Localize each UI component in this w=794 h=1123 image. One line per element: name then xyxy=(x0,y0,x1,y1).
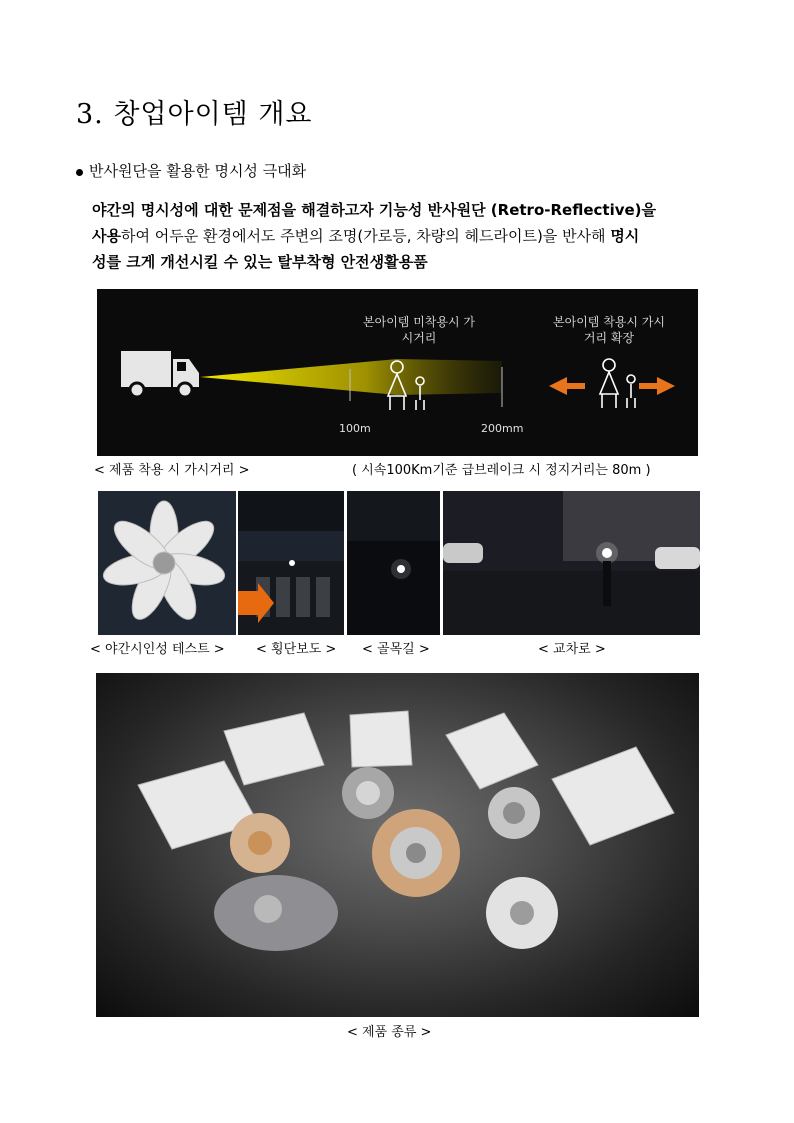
para-line-2b: 하여 어두운 환경에서도 주변의 조명(가로등, 차량의 헤드라이트)을 반사해 xyxy=(120,227,611,245)
expand-arrow-left-icon xyxy=(549,377,585,395)
caption-stopping-distance: ( 시속100Km기준 급브레이크 시 정지거리는 80m ) xyxy=(352,463,651,478)
photo-crosswalk xyxy=(238,491,344,635)
photo-products xyxy=(96,673,699,1017)
para-line-2a: 사용 xyxy=(92,227,121,245)
distance-200: 200mm xyxy=(481,422,524,435)
caption-night-test: < 야간시인성 테스트 > xyxy=(90,642,225,657)
photo-alley xyxy=(347,491,440,635)
photo-intersection xyxy=(443,491,700,635)
product-flowers xyxy=(214,767,558,951)
bullet-icon xyxy=(76,169,83,176)
photo-flower-product xyxy=(98,491,236,635)
crosswalk-graphic xyxy=(238,491,344,635)
para-line-1: 야간의 명시성에 대한 문제점을 해결하고자 기능성 반사원단 (Retro-Reflective)을 xyxy=(92,201,657,219)
visibility-diagram xyxy=(97,289,698,456)
products-graphic xyxy=(96,673,699,1017)
intersection-graphic xyxy=(443,491,700,635)
description-paragraph xyxy=(92,197,717,275)
flower-product-graphic xyxy=(98,491,236,635)
pedestrian-icon-2 xyxy=(600,359,635,408)
caption-alley: < 골목길 > xyxy=(362,642,430,657)
truck-icon xyxy=(121,351,199,397)
caption-visibility: < 제품 착용 시 가시거리 > xyxy=(94,463,250,478)
label-without-item: 본아이템 미착용시 가시거리 xyxy=(363,315,475,345)
bullet-text: 반사원단을 활용한 명시성 극대화 xyxy=(89,162,307,180)
distance-100: 100m xyxy=(339,422,371,435)
para-line-3: 성를 크게 개선시킬 수 있는 탈부착형 안전생활용품 xyxy=(92,253,428,271)
section-title: 3. 창업아이템 개요 xyxy=(76,99,313,130)
bullet-heading xyxy=(76,160,306,181)
caption-products: < 제품 종류 > xyxy=(347,1025,432,1040)
alley-graphic xyxy=(347,491,440,635)
para-line-2c: 명시 xyxy=(610,227,640,245)
caption-intersection: < 교차로 > xyxy=(538,642,606,657)
headlight-beam xyxy=(200,359,502,395)
expand-arrow-right-icon xyxy=(639,377,675,395)
caption-crosswalk: < 횡단보도 > xyxy=(256,642,337,657)
label-with-item: 본아이템 착용시 가시거리 확장 xyxy=(553,315,665,345)
